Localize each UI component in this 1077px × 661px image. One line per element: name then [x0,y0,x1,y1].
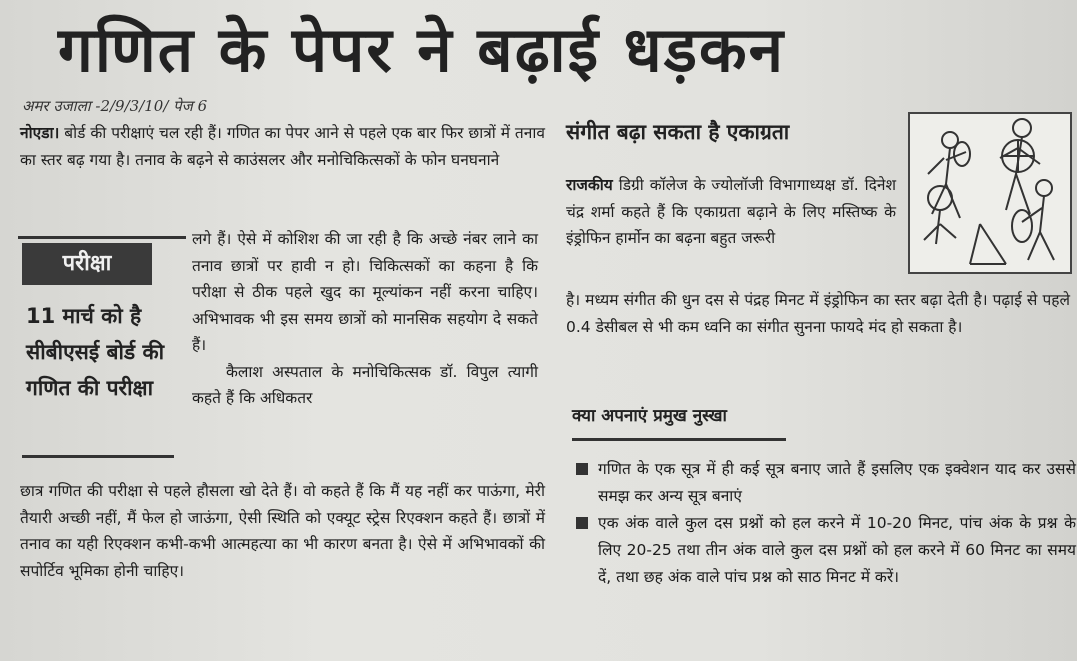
left-para3-text: कैलाश अस्पताल के मनोचिकित्सक डॉ. विपुल त्यागी कहते हैं कि अधिकतर [192,362,538,407]
left-para4-text: छात्र गणित की परीक्षा से पहले हौसला खो देते हैं। वो कहते हैं कि मैं यह नहीं कर पाऊंगा, मेरी तैयारी अच्छी नहीं, मैं फेल हो जाऊंगा, ऐसी स्थिति को एक्यूट स्ट्रेस रिएक्शन कहते हैं। छात्रों में तनाव का यही रिएक्शन कभी-कभी आत्महत्या का भी कारण बनता है। ऐसे में अभिभावकों की सपोर्टिव भूमिका होनी चाहिए। [20,482,545,580]
tips-heading: क्या अपनाएं प्रमुख नुस्खा [572,406,727,426]
right-lead-word: राजकीय [566,176,613,194]
square-bullet-icon [576,463,588,475]
left-para2-text: लगे हैं। ऐसे में कोशिश की जा रही है कि अच्छे नंबर लाने का तनाव छात्रों पर हावी न हो। चिकित्सकों का कहना है कि परीक्षा से ठीक पहले खुद का मूल्यांकन नहीं करना चाहिए। अभिभावक भी इस समय छात्रों को मानसिक सहयोग दे सकते हैं। [192,230,538,354]
right-article-heading: संगीत बढ़ा सकता है एकाग्रता [566,120,790,144]
handwritten-source-note: अमर उजाला -2/9/3/10/ पेज 6 [22,97,208,115]
sidebar-rule [22,455,174,458]
tips-rule [572,438,786,441]
right-para1-text: डिग्री कॉलेज के ज्योलॉजी विभागाध्यक्ष डॉ. दिनेश चंद्र शर्मा कहते हैं कि एकाग्रता बढ़ाने के लिए मस्तिष्क के इंड्रोफिन हार्मोन का बढ़ना बहुत जरूरी [566,176,896,247]
left-article-para4 [20,478,545,584]
left-para1-text: बोर्ड की परीक्षाएं चल रही हैं। गणित का पेपर आने से पहले एक बार फिर छात्रों में तनाव का स्तर बढ़ गया है। तनाव के बढ़ने से काउंसलर और मनोचिकित्सकों के फोन घनघनाने [20,124,545,169]
sidebar-heading: 11 मार्च को है सीबीएसई बोर्ड की गणित की परीक्षा [26,304,165,400]
tip-1-text: गणित के एक सूत्र में ही कई सूत्र बनाए जाते हैं इसलिए एक इक्वेशन याद कर उससे समझ कर अन्य सूत्र बनाएं [598,460,1076,505]
headline: गणित के पेपर ने बढ़ाई धड़कन [58,13,786,86]
music-illustration [908,112,1072,274]
tip-2-text: एक अंक वाले कुल दस प्रश्नों को हल करने में 10-20 मिनट, पांच अंक के प्रश्न के लिए 20-25 तथा तीन अंक वाले कुल दस प्रश्नों को हल करने में 60 मिनट का समय दें, तथा छह अंक वाले पांच प्रश्न को साठ मिनट में करें। [598,514,1076,586]
sidebar-tag: परीक्षा [22,243,152,285]
right-para2-text: है। मध्यम संगीत की धुन दस से पंद्रह मिनट में इंड्रोफिन का स्तर बढ़ा देती है। पढ़ाई से पहले 0.4 डेसीबल से भी कम ध्वनि का संगीत सुनना फायदे मंद हो सकता है। [566,291,1070,336]
square-bullet-icon [576,517,588,529]
right-article-para2 [566,287,1070,340]
left-article-para2 [192,226,538,412]
left-article-para1 [20,120,545,173]
right-article-para1 [566,172,896,252]
dateline: नोएडा। [20,124,60,142]
